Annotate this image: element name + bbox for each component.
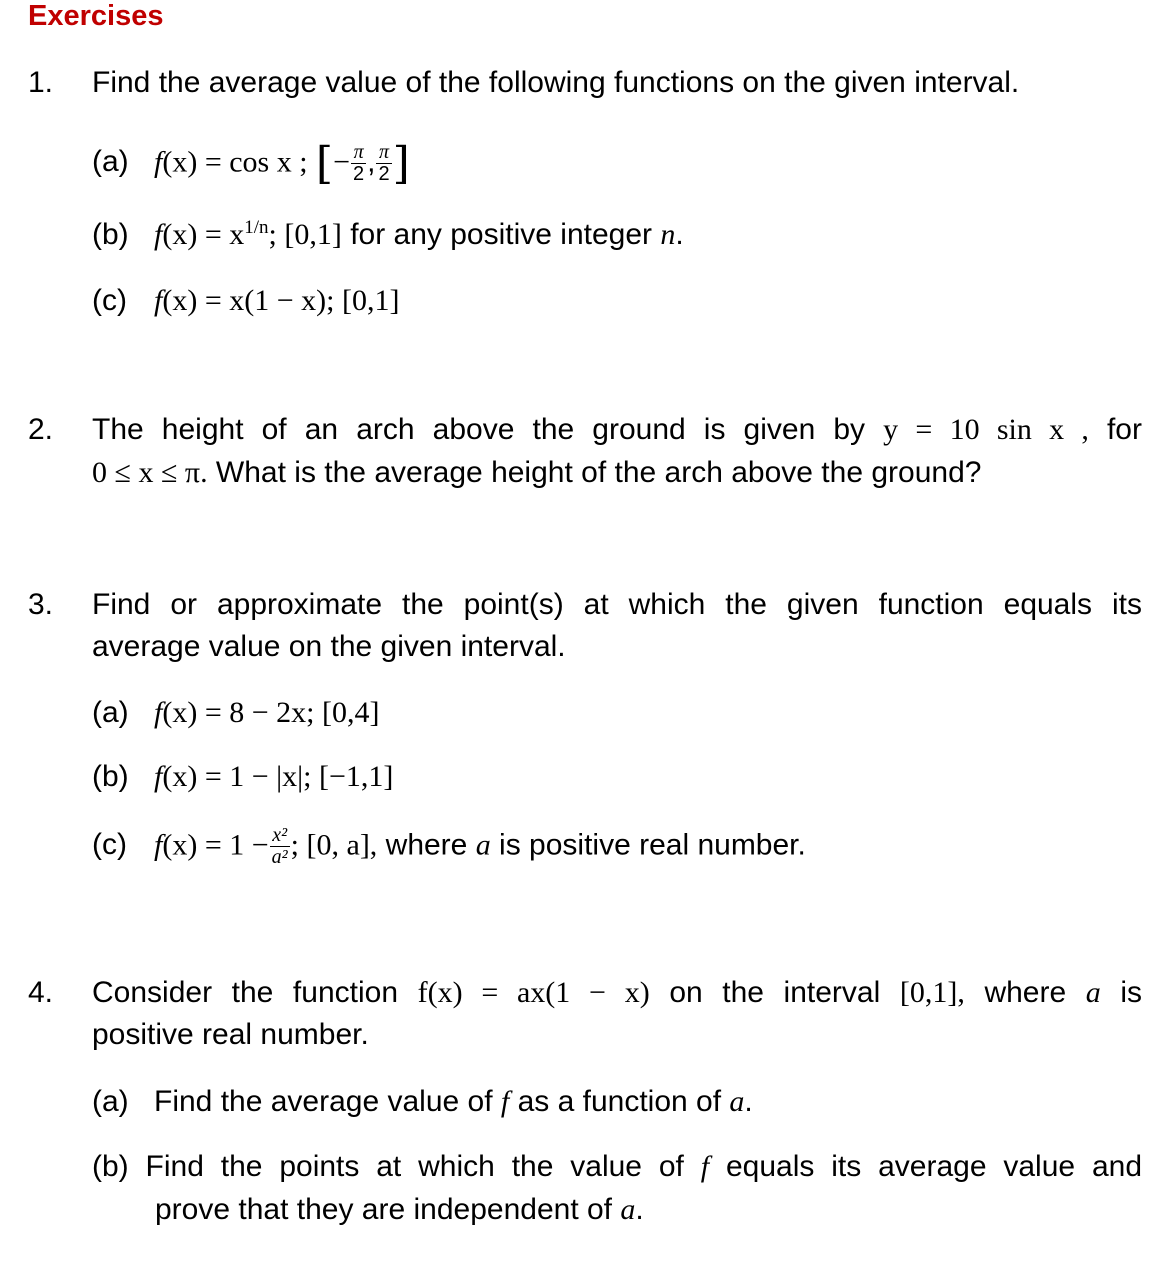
- q4-part-b-line-1: (b) Find the points at which the value of f equals its average value and: [92, 1150, 1143, 1183]
- q3-part-a: (a) f(x) = 8 − 2x; [0,4]: [92, 696, 380, 729]
- q3a-label: (a): [92, 696, 129, 729]
- q3-number: 3.: [28, 588, 54, 621]
- q1a-frac-2: $\frac{\pi}{2}$: [378, 141, 390, 185]
- q2-line-1: The height of an arch above the ground is given by y = 10 sin x , for: [92, 413, 1142, 446]
- q4-part-a: (a) Find the average value of f as a function of a.: [92, 1085, 753, 1118]
- q3-part-c: (c) f(x) = 1 − $\frac{\text{x²}}{\text{a²}}$ ; [0, a], where a is positive real number.: [92, 824, 806, 868]
- q4a-label: (a): [92, 1085, 129, 1118]
- q3c-frac: $\frac{\text{x²}}{\text{a²}}$: [271, 824, 288, 868]
- q1c-label: (c): [92, 284, 127, 317]
- q3-part-b: (b) f(x) = 1 − |x|; [−1,1]: [92, 760, 394, 793]
- q3-line-2: average value on the given interval.: [92, 630, 566, 663]
- q1-part-b: (b) $f(x) = x^{1/n}$; [0,1] for any positive integer n.: [92, 217, 684, 251]
- q4-line-2: positive real number.: [92, 1018, 369, 1051]
- q2-line-2: 0 ≤ x ≤ π. What is the average height of the arch above the ground?: [92, 456, 982, 489]
- q1-part-a: (a) f(x) = cos x ; [− $\frac{\pi}{2}$ , $\frac{\pi}{2}$ ]: [92, 138, 410, 189]
- q1-text: Find the average value of the following functions on the given interval.: [92, 66, 1020, 99]
- page-title: Exercises: [28, 0, 164, 32]
- q3c-label: (c): [92, 828, 127, 862]
- q1-number: 1.: [28, 66, 54, 99]
- q1a-label: (a): [92, 145, 129, 179]
- q3b-label: (b): [92, 760, 129, 793]
- q2-number: 2.: [28, 413, 54, 446]
- q1-part-c: (c) f(x) = x(1 − x); [0,1]: [92, 284, 400, 317]
- q3-line-1: Find or approximate the point(s) at which the given function equals its: [92, 588, 1142, 621]
- q1b-label: (b): [92, 218, 129, 251]
- q1a-expr: (x) = cos x ;: [162, 145, 308, 179]
- q4-part-b-line-2: prove that they are independent of a.: [155, 1193, 644, 1226]
- q4-number: 4.: [28, 976, 54, 1009]
- q4b-label: (b): [92, 1150, 129, 1183]
- q1a-frac-1: $\frac{\pi}{2}$: [353, 141, 365, 185]
- q4-line-1: Consider the function f(x) = ax(1 − x) on the interval [0,1], where a is: [92, 976, 1143, 1009]
